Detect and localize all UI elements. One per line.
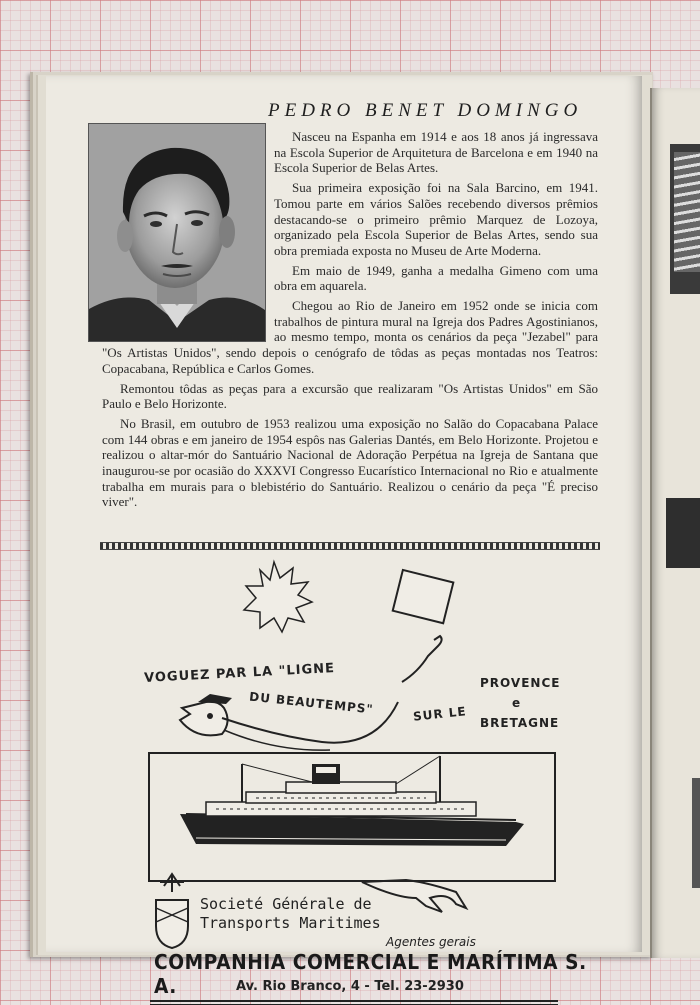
ad-heading-sur-le: SUR LE xyxy=(412,704,468,724)
bio-paragraph: No Brasil, em outubro de 1953 realizou uma exposição no Salão do Copacabana Palace com 144 obras e em janeiro de 1954 espôs nas Galerias Dantés, em Belo Horizonte. Projetou e realizou o altar-mór do Santuário Nacional de Adoração Perpétua na Igreja de Santana que inaugurou-se por ocasião do XXXVI Congresso Eucarístico Internacional no Rio e atualmente trabalha em murais para o blebistério do Santuário. Realizou o cenário da peça "É preciso viver". xyxy=(102,415,598,510)
destination-connector: e xyxy=(512,696,522,710)
bio-paragraph: Sua primeira exposição foi na Sala Barcino, em 1941. Tomou parte em vários Salões recebendo diversos prêmios destacando-se o primeiro prêmio Marquez de Lozoya, organizado pela Escola Superior de Belas Artes, sendo sua obra premiada exposta no Museu de Arte Moderna. xyxy=(274,180,598,258)
address-underline xyxy=(150,1000,558,1002)
french-company-name xyxy=(200,895,381,933)
company-address: Av. Rio Branco, 4 - Tel. 23-2930 xyxy=(236,979,464,994)
bio-paragraph: Remontou tôdas as peças para a excursão que realizaram "Os Artistas Unidos" em São Paulo e Belo Horizonte. xyxy=(102,380,598,412)
french-company-line2: Transports Maritimes xyxy=(200,914,381,932)
ornamental-divider xyxy=(100,542,600,550)
document-page xyxy=(46,76,642,998)
next-page-edge xyxy=(650,88,700,958)
ad-heading: VOGUEZ PAR LA "LIGNE xyxy=(143,661,336,686)
destination-provence: PROVENCE xyxy=(480,676,561,690)
french-company-line1: Societé Générale de xyxy=(200,895,372,913)
agents-label: Agentes gerais xyxy=(386,935,476,949)
bio-paragraph: Chegou ao Rio de Janeiro em 1952 onde se inicia com trabalhos de pintura mural na Igreja dos Padres Agostinianos, ao mesmo tempo, monta os cenários da peça "Jezabel" para "Os Artistas Unidos", sendo depois o cenógrafo de tôdas as peças montadas nos Teatros: Copacabana, República e Carlos Gomes. xyxy=(102,298,598,376)
brazilian-company-name: COMPANHIA COMERCIAL E MARÍTIMA S. A. xyxy=(154,950,587,998)
next-page-image-fragment-3 xyxy=(692,778,700,888)
sun-starburst-icon xyxy=(244,562,312,632)
biography-text xyxy=(102,129,598,514)
next-page-image-fragment-2 xyxy=(666,498,700,568)
ad-heading-continued: DU BEAUTEMPS" xyxy=(248,689,375,717)
ship-illustration-frame xyxy=(148,752,556,882)
bio-paragraph: Em maio de 1949, ganha a medalha Gimeno com uma obra em aquarela. xyxy=(274,262,598,294)
page-title: PEDRO BENET DOMINGO xyxy=(268,100,583,121)
next-page-image-detail xyxy=(674,152,700,272)
tsm-logo-icon xyxy=(156,874,188,948)
shipping-advertisement xyxy=(46,552,642,998)
bio-paragraph: Nasceu na Espanha em 1914 e aos 18 anos já ingressava na Escola Superior de Arquitetura de Barcelona e em 1940 na Escola Superior de Belas Artes. xyxy=(274,129,598,176)
postcard-icon xyxy=(393,570,454,623)
arm-line-icon xyxy=(402,636,442,682)
destination-bretagne: BRETAGNE xyxy=(480,716,560,730)
